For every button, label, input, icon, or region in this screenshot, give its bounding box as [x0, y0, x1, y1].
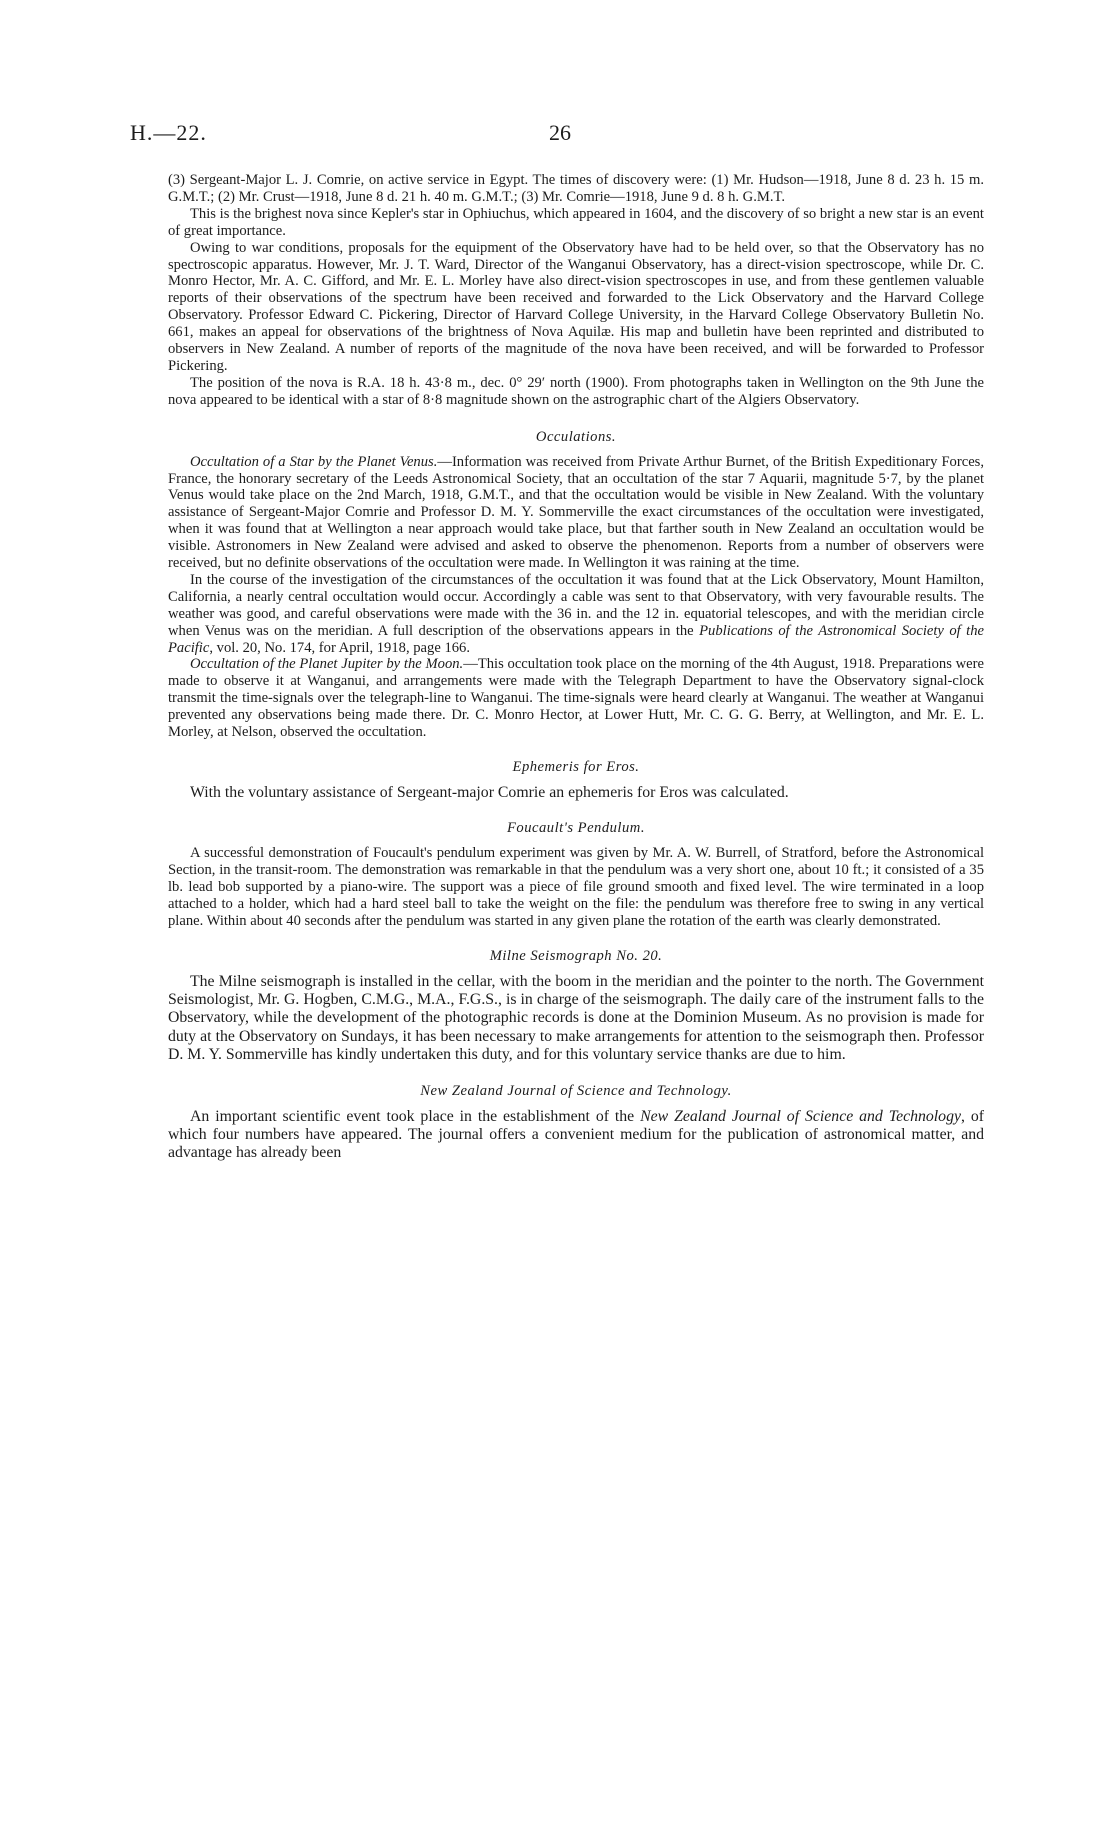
occultations-heading: Occulations.	[535, 428, 617, 445]
report-code: H.—22.	[130, 120, 207, 145]
pendulum-paragraph: A successful demonstration of Foucault's pendulum experiment was given by Mr. A. W. Burrell, of Stratford, before the Astronomical Section, in the transit-room. The demonstration was remarkable in that the pendulum was a very short one, about 10 ft.; it consisted of a 35 lb. lead bob supported by a piano-wire. The support was a piece of file ground smooth and fixed level. The wire terminated in a loop attached to a holder, which had a hard steel ball to take the weight on the file: the pendulum was therefore free to swing in any vertical plane. Within about 40 seconds after the pendulum was started in any given plane the rotation of the earth was clearly demonstrated.	[168, 845, 984, 929]
journal-paragraph	[168, 1108, 984, 1163]
discovery-times-paragraph: (3) Sergeant-Major L. J. Comrie, on active service in Egypt. The times of discovery were: (1) Mr. Hudson—1918, June 8 d. 23 h. 15 m. G.M.T.; (2) Mr. Crust—1918, June 8 d. 21 h. 40 m. G.M.T.; (3) Mr. Comrie—1918, June 9 d. 8 h. G.M.T.	[168, 172, 984, 205]
lick-text-b: , vol. 20, No. 174, for April, 1918, page 166.	[209, 639, 470, 656]
spectroscope-paragraph: Owing to war conditions, proposals for the equipment of the Observatory have had to be held over, so that the Observatory has no spectroscopic apparatus. However, Mr. J. T. Ward, Director of the Wanganui Observatory, has a direct-vision spectroscope, while Dr. C. Monro Hector, Mr. A. C. Gifford, and Mr. E. L. Morley have also direct-vision spectroscopes in use, and from these gentlemen valuable reports of their observations of the spectrum have been received and forwarded to the Lick Observatory and the Harvard College Observatory. Professor Edward C. Pickering, Director of Harvard College University, in the Harvard College Observatory Bulletin No. 661, makes an appeal for observations of the brightness of Nova Aquilæ. His map and bulletin have been reprinted and distributed to observers in New Zealand. A number of reports of the magnitude of the nova have been received, and will be forwarded to Professor Pickering.	[168, 239, 984, 374]
jupiter-occultation-title: Occultation of the Planet Jupiter by the Moon.	[190, 656, 464, 673]
pendulum-heading: Foucault's Pendulum.	[507, 820, 645, 837]
eros-heading: Ephemeris for Eros.	[512, 759, 640, 775]
journal-heading: New Zealand Journal of Science and Technology.	[420, 1082, 732, 1099]
seismograph-heading: Milne Seismograph No. 20.	[489, 947, 663, 964]
venus-occultation-title: Occultation of a Star by the Planet Venus.	[190, 453, 438, 470]
page-header	[130, 120, 990, 160]
publication-title: Publications of the Astronomical Society of the Pacific	[168, 622, 985, 656]
lick-text-a: In the course of the investigation of the circumstances of the occultation it was found that at the Lick Observatory, Mount Hamilton, California, a nearly central occultation would occur. Accordingly a cable was sent to that Observatory, with very favourable results. The weather was good, and careful observations were made with the 36 in. and the 12 in. equatorial telescopes, and with the meridian circle when Venus was on the meridian. A full description of the observations appears in the	[168, 571, 984, 639]
jupiter-occultation-text: —This occultation took place on the morning of the 4th August, 1918. Preparations were made to observe it at Wanganui, and arrangements were made with the Telegraph Department to have the Observatory signal-clock transmit the time-signals over the telegraph-line to Wanganui. The time-signals were heard clearly at Wanganui. The weather at Wanganui prevented any observations being made there. Dr. C. Monro Hector, at Lower Hutt, Mr. C. G. G. Berry, at Wellington, and Mr. E. L. Morley, at Nelson, observed the occultation.	[168, 656, 984, 741]
journal-text-a: An important scientific event took place in the establishment of the	[190, 1107, 641, 1125]
journal-title: New Zealand Journal of Science and Technology	[640, 1107, 961, 1125]
lick-observatory-paragraph	[168, 572, 984, 657]
venus-occultation-text: —Information was received from Private Arthur Burnet, of the British Expeditionary Forces, France, the honorary secretary of the Leeds Astronomical Society, that an occultation of the star 7 Aquarii, magnitude 5·7, by the planet Venus would take place on the 2nd March, 1918, G.M.T., and that the occultation would be visible in New Zealand. With the voluntary assistance of Sergeant-Major Comrie and Professor D. M. Y. Sommerville the exact circumstances of the occultation were investigated, when it was found that at Wellington a near approach would take place, but that farther south in New Zealand an occultation would be visible. Astronomers in New Zealand were advised and asked to observe the phenomenon. Reports from a number of observers were received, but no definite observations of the occultation were made. In Wellington it was raining at the time.	[168, 453, 984, 572]
nova-position-paragraph: The position of the nova is R.A. 18 h. 43·8 m., dec. 0° 29′ north (1900). From photographs taken in Wellington on the 9th June the nova appeared to be identical with a star of 8·8 magnitude shown on the astrographic chart of the Algiers Observatory.	[168, 374, 984, 408]
page-body	[168, 172, 984, 1163]
nova-importance-paragraph: This is the brighest nova since Kepler's star in Ophiuchus, which appeared in 1604, and the discovery of so bright a new star is an event of great importance.	[168, 205, 984, 239]
venus-occultation-paragraph	[168, 454, 984, 572]
eros-paragraph: With the voluntary assistance of Sergeant-major Comrie an ephemeris for Eros was calculated.	[190, 783, 789, 801]
journal-text-b: , of which four numbers have appeared. The journal offers a convenient medium for the publication of astronomical matter, and advantage has already been	[168, 1107, 984, 1162]
seismograph-paragraph: The Milne seismograph is installed in the cellar, with the boom in the meridian and the pointer to the north. The Government Seismologist, Mr. G. Hogben, C.M.G., M.A., F.G.S., is in charge of the seismograph. The daily care of the instrument falls to the Observatory, while the development of the photographic records is done at the Dominion Museum. As no provision is made for duty at the Observatory on Sundays, it has been necessary to make arrangements for attention to the seismograph then. Professor D. M. Y. Sommerville has kindly undertaken this duty, and for this voluntary service thanks are due to him.	[168, 972, 984, 1064]
page-number: 26	[549, 120, 571, 145]
jupiter-occultation-paragraph	[168, 656, 984, 741]
